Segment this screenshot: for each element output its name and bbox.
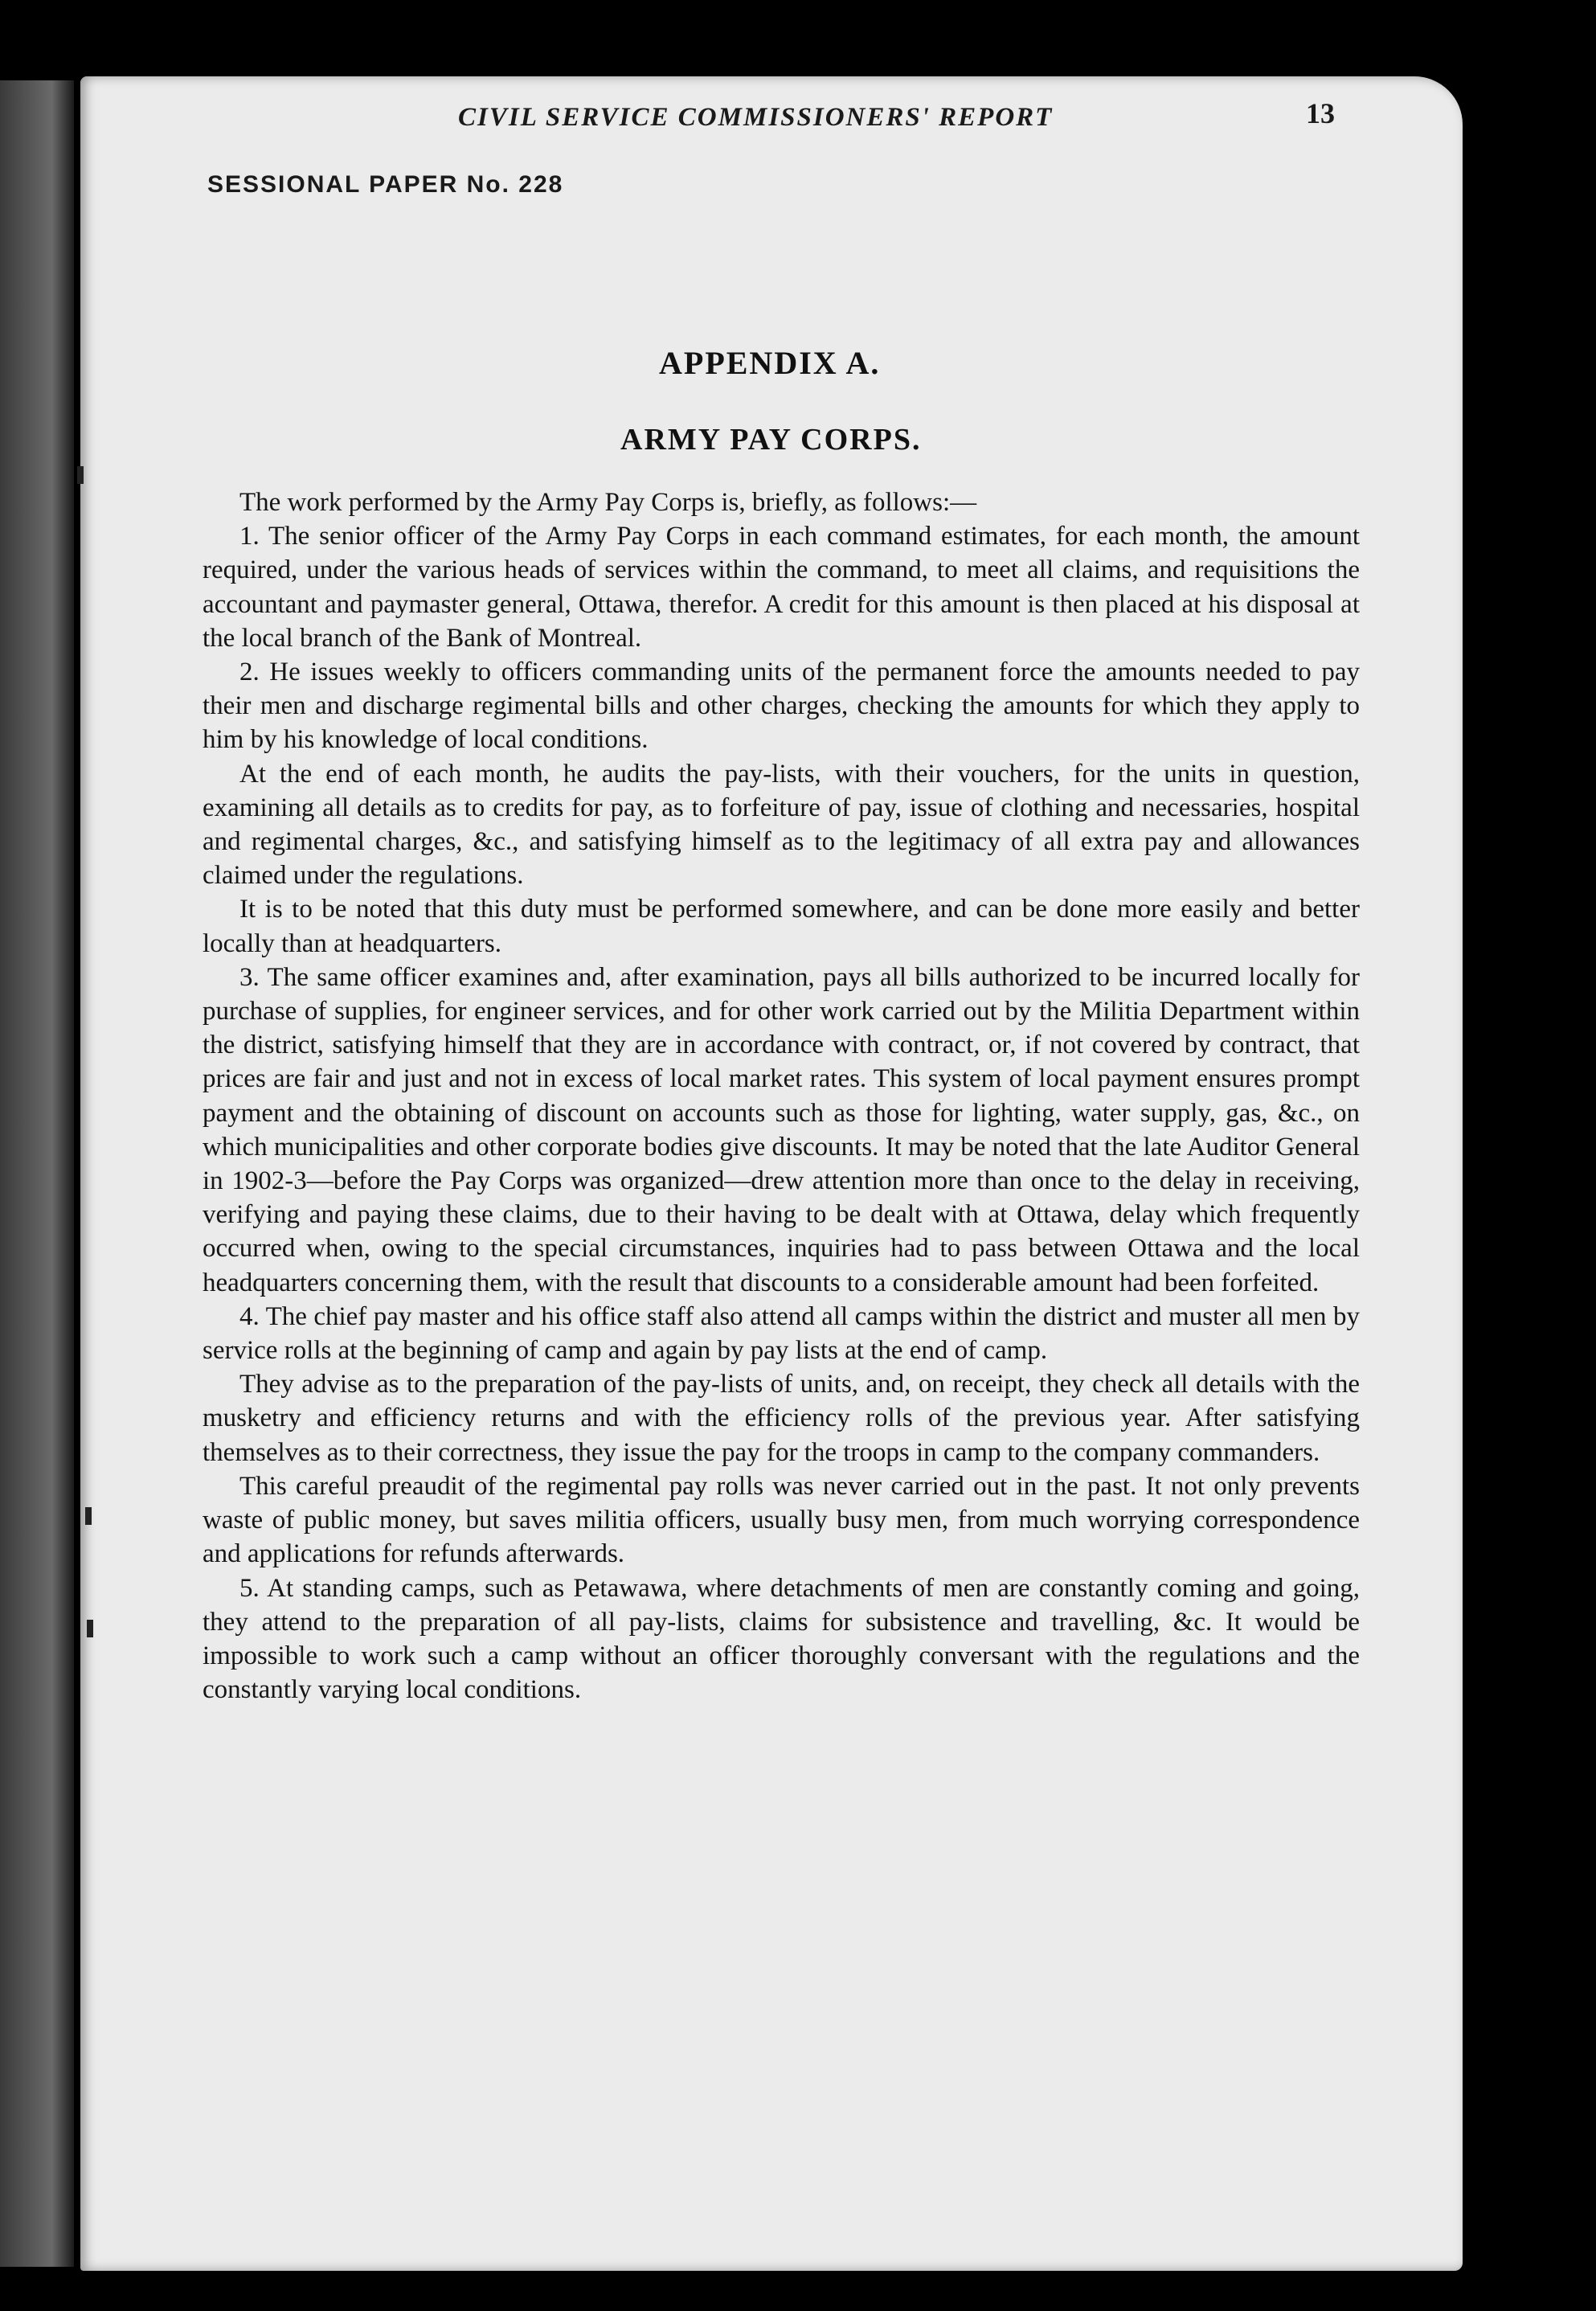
- paragraph-2: 2. He issues weekly to officers commanding units of the permanent force the amounts needed to pay their men and discharge regimental bills and other charges, checking the amounts for which they apply to him by his knowledge of local conditions.: [203, 658, 1360, 755]
- paragraph-2b: It is to be noted that this duty must be performed somewhere, and can be done more easily and better locally than at headquarters.: [203, 895, 1360, 958]
- scan-edge-mark: [87, 1620, 93, 1637]
- sessional-paper-label: SESSIONAL PAPER No. 228: [207, 171, 564, 198]
- running-head: CIVIL SERVICE COMMISSIONERS' REPORT: [458, 103, 1054, 132]
- facing-page-edge: [0, 80, 74, 2267]
- body-text: [203, 486, 1360, 1707]
- page-number: 13: [1306, 97, 1335, 129]
- paragraph-1: 1. The senior officer of the Army Pay Corps in each command estimates, for each month, the amount required, under the various heads of services within the command, to meet all claims, and requisitions the accountant and paymaster general, Ottawa, therefor. A credit for this amount is then placed at his disposal at the local branch of the Bank of Montreal.: [203, 522, 1360, 653]
- paragraph-2a: At the end of each month, he audits the pay-lists, with their vouchers, for the units in question, examining all details as to credits for pay, as to forfeiture of pay, issue of clothing and necessaries, hospital and regimental charges, &c., and satisfying himself as to the legitimacy of all extra pay and allowances claimed under the regulations.: [203, 759, 1360, 891]
- paragraph-intro: The work performed by the Army Pay Corps is, briefly, as follows:—: [239, 488, 977, 517]
- scan-edge-mark: [77, 466, 84, 484]
- appendix-heading: APPENDIX A.: [659, 345, 881, 381]
- paragraph-4a: They advise as to the preparation of the pay-lists of units, and, on receipt, they check all details with the musketry and efficiency returns and with the efficiency rolls of the previous year. After satisfying themselves as to their correctness, they issue the pay for the troops in camp to the company commanders.: [203, 1370, 1360, 1467]
- paragraph-5: 5. At standing camps, such as Petawawa, where detachments of men are constantly coming and going, they attend to the preparation of all pay-lists, claims for subsistence and travelling, &c. It would be impossible to work such a camp without an officer thoroughly conversant with the regulations and the constantly varying local conditions.: [203, 1573, 1360, 1705]
- paragraph-4b: This careful preaudit of the regimental pay rolls was never carried out in the past. It not only prevents waste of public money, but saves militia officers, usually busy men, from much worrying correspondence and applications for refunds afterwards.: [203, 1471, 1360, 1569]
- paragraph-3: 3. The same officer examines and, after examination, pays all bills authorized to be incurred locally for purchase of supplies, for engineer services, and for other work carried out by the Militia Department within the district, satisfying himself that they are in accordance with contract, or, if not covered by contract, that prices are fair and just and not in excess of local market rates. This system of local payment ensures prompt payment and the obtaining of discount on accounts such as those for lighting, water supply, gas, &c., on which municipalities and other corporate bodies give discounts. It may be noted that the late Auditor General in 1902-3—before the Pay Corps was organized—drew attention more than once to the delay in receiving, verifying and paying these claims, due to their having to be dealt with at Ottawa, delay which frequently occurred when, owing to the special circumstances, inquiries had to pass between Ottawa and the local headquarters concerning them, with the result that discounts to a considerable amount had been forfeited.: [203, 962, 1360, 1297]
- paragraph-4: 4. The chief pay master and his office staff also attend all camps within the district and muster all men by service rolls at the beginning of camp and again by pay lists at the end of camp.: [203, 1301, 1360, 1366]
- section-title: ARMY PAY CORPS.: [620, 423, 922, 457]
- scan-edge-mark: [85, 1507, 92, 1525]
